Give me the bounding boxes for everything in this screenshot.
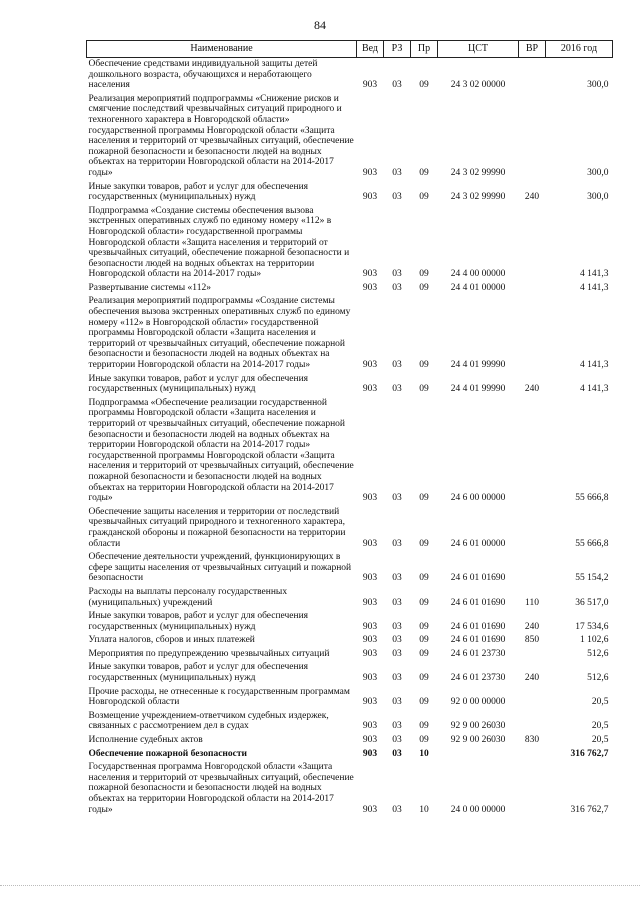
header-ved: Вед: [357, 41, 384, 58]
row-name: Расходы на выплаты персоналу государственных (муниципальных) учреждений: [88, 586, 288, 608]
row-pr: 09: [419, 493, 429, 504]
row-cst: 24 6 01 23730: [450, 648, 506, 659]
row-name: Иные закупки товаров, работ и услуг для обеспечения государственных (муниципальных) нужд: [88, 373, 309, 395]
row-amount: 4 141,3: [580, 282, 609, 293]
row-ved: 903: [362, 80, 378, 91]
header-name: Наименование: [87, 41, 357, 58]
row-rz: 03: [392, 673, 402, 684]
row-cst: 24 6 01 01690: [450, 621, 506, 632]
header-year: 2016 год: [546, 41, 613, 58]
row-rz: 03: [392, 804, 402, 815]
row-pr: 09: [419, 384, 429, 395]
table-row: [87, 373, 613, 397]
row-ved: 903: [362, 721, 378, 732]
row-rz: 03: [392, 635, 402, 646]
row-pr: 09: [419, 538, 429, 549]
row-vr: 830: [524, 735, 540, 746]
table-row: [87, 748, 613, 762]
row-rz: 03: [392, 621, 402, 632]
row-pr: 09: [419, 721, 429, 732]
row-ved: 903: [362, 269, 378, 280]
row-cst: [438, 748, 519, 762]
row-amount: 55 154,2: [575, 573, 609, 584]
row-cst: 24 3 02 00000: [450, 80, 506, 91]
budget-table: [86, 40, 613, 817]
row-amount: 300,0: [587, 167, 609, 178]
row-vr: 240: [524, 673, 540, 684]
table-row: [87, 710, 613, 734]
row-amount: 17 534,6: [575, 621, 609, 632]
row-ved: 903: [362, 735, 378, 746]
row-vr: [519, 710, 546, 734]
table-row: [87, 686, 613, 710]
row-vr: [519, 551, 546, 586]
row-vr: 850: [524, 635, 540, 646]
row-amount: 4 141,3: [580, 360, 609, 371]
row-pr: 09: [419, 635, 429, 646]
row-rz: 03: [392, 721, 402, 732]
row-ved: 903: [362, 597, 378, 608]
row-vr: [519, 295, 546, 372]
row-rz: 03: [392, 573, 402, 584]
row-name: Обеспечение пожарной безопасности: [88, 748, 247, 759]
row-vr: [519, 506, 546, 551]
row-amount: 300,0: [587, 192, 609, 203]
row-ved: 903: [362, 573, 378, 584]
row-pr: 09: [419, 360, 429, 371]
row-cst: 24 4 01 99990: [450, 360, 506, 371]
row-name: Реализация мероприятий подпрограммы «Снижение рисков и смягчение последствий чрезвычайных ситуаций природного и техногенного характера в Новгородской области» государственной программы Новгородской области «Защита населения и территорий от чрезвычайных ситуаций, обеспечение пожарной безопасности и безопасности людей на водных объектах на территории Новгородской области на 2014-2017 годы»: [88, 93, 354, 178]
row-name: Развертывание системы «112»: [88, 282, 211, 293]
table-row: [87, 610, 613, 634]
row-vr: [519, 748, 546, 762]
row-ved: 903: [362, 635, 378, 646]
row-pr: 09: [419, 269, 429, 280]
row-amount: 4 141,3: [580, 384, 609, 395]
table-row: [87, 205, 613, 282]
row-rz: 03: [392, 493, 402, 504]
row-name: Возмещение учреждением-ответчиком судебных издержек, связанных с рассмотрением дел в судах: [88, 710, 329, 732]
row-ved: 903: [362, 697, 378, 708]
row-ved: 903: [362, 192, 378, 203]
row-ved: 903: [362, 804, 378, 815]
row-amount: 300,0: [587, 80, 609, 91]
row-rz: 03: [392, 282, 402, 293]
row-cst: 24 6 01 23730: [450, 673, 506, 684]
row-amount: 36 517,0: [575, 597, 609, 608]
row-pr: 09: [419, 573, 429, 584]
row-pr: 10: [419, 748, 429, 759]
row-pr: 09: [419, 80, 429, 91]
row-ved: 903: [362, 493, 378, 504]
row-amount: 55 666,8: [575, 538, 609, 549]
header-cst: ЦСТ: [438, 41, 519, 58]
row-pr: 09: [419, 597, 429, 608]
header-rz: РЗ: [384, 41, 411, 58]
table-row: [87, 661, 613, 685]
row-cst: 24 6 01 00000: [450, 538, 506, 549]
header-vr: ВР: [519, 41, 546, 58]
row-vr: 110: [525, 597, 539, 608]
row-vr: 240: [524, 621, 540, 632]
row-name: Подпрограмма «Обеспечение реализации государственной программы Новгородской области «Защита населения и территорий от чрезвычайных ситуаций, обеспечение пожарной безопасности и безопасности людей на водных объектах на территории Новгородской области на 2014-2017 годы» государственной программы Новгородской области «Защита населения и территорий от чрезвычайных ситуаций, обеспечение пожарной безопасности и безопасности людей на водных объектах на территории Новгородской области на 2014-2017 годы»: [88, 397, 354, 504]
row-ved: 903: [362, 384, 378, 395]
row-ved: 903: [362, 648, 378, 659]
page-number: 84: [314, 18, 326, 32]
row-name: Иные закупки товаров, работ и услуг для обеспечения государственных (муниципальных) нужд: [88, 611, 309, 632]
row-pr: 09: [419, 673, 429, 684]
row-name: Обеспечение защиты населения и территории от последствий чрезвычайных ситуаций природного и техногенного характера, гражданской обороны и пожарной безопасности на территории области: [88, 506, 346, 549]
row-vr: [519, 686, 546, 710]
row-pr: 09: [419, 167, 429, 178]
row-amount: 512,6: [587, 673, 609, 684]
table-row: [87, 586, 613, 610]
row-rz: 03: [392, 538, 402, 549]
row-ved: 903: [362, 673, 378, 684]
row-ved: 903: [362, 621, 378, 632]
row-pr: 10: [419, 804, 429, 815]
table-row: [87, 734, 613, 748]
table-row: [87, 282, 613, 296]
row-vr: [519, 58, 546, 93]
row-rz: 03: [392, 167, 402, 178]
table-row: [87, 181, 613, 205]
row-pr: 09: [419, 735, 429, 746]
row-pr: 09: [419, 697, 429, 708]
table-row: [87, 397, 613, 506]
row-vr: [519, 397, 546, 506]
row-name: Иные закупки товаров, работ и услуг для обеспечения государственных (муниципальных) нужд: [88, 181, 309, 203]
row-cst: 24 6 01 01690: [450, 573, 506, 584]
row-amount: 316 762,7: [570, 748, 609, 759]
row-name: Государственная программа Новгородской области «Защита населения и территорий от чрезвычайных ситуаций, обеспечение пожарной безопасности и безопасности людей на водных объектах на территории Новгородской области на 2014-2017 годы»: [88, 762, 354, 815]
row-cst: 92 9 00 26030: [450, 735, 506, 746]
row-rz: 03: [392, 597, 402, 608]
row-pr: 09: [419, 192, 429, 203]
row-ved: 903: [362, 748, 378, 759]
row-rz: 03: [392, 360, 402, 371]
row-cst: 92 9 00 26030: [450, 721, 506, 732]
row-vr: [519, 205, 546, 282]
row-rz: 03: [392, 269, 402, 280]
row-name: Уплата налогов, сборов и иных платежей: [88, 635, 255, 646]
table-row: [87, 761, 613, 817]
table-body: [87, 58, 613, 818]
row-ved: 903: [362, 360, 378, 371]
row-amount: 55 666,8: [575, 493, 609, 504]
row-cst: 24 6 00 00000: [450, 493, 506, 504]
row-cst: 24 3 02 99990: [450, 167, 506, 178]
row-cst: 24 4 01 00000: [450, 282, 506, 293]
row-cst: 24 4 00 00000: [450, 269, 506, 280]
row-amount: 20,5: [591, 721, 609, 732]
row-amount: 4 141,3: [580, 269, 609, 280]
header-pr: Пр: [411, 41, 438, 58]
row-cst: 24 6 01 01690: [450, 635, 506, 646]
row-amount: 20,5: [591, 735, 609, 746]
table-row: [87, 58, 613, 93]
table-row: [87, 551, 613, 586]
row-vr: [519, 93, 546, 181]
row-rz: 03: [392, 384, 402, 395]
row-name: Исполнение судебных актов: [88, 735, 203, 746]
row-name: Мероприятия по предупреждению чрезвычайных ситуаций: [88, 648, 330, 659]
row-name: Обеспечение средствами индивидуальной защиты детей дошкольного возраста, обучающихся и неработающего населения: [88, 59, 318, 91]
row-rz: 03: [392, 735, 402, 746]
row-cst: 92 0 00 00000: [450, 697, 506, 708]
row-ved: 903: [362, 282, 378, 293]
table-row: [87, 648, 613, 662]
row-name: Реализация мероприятий подпрограммы «Создание системы обеспечения вызова экстренных оперативных служб по единому номеру «112» в Новгородской области» государственной программы Новгородской области «Защита населения и территорий от чрезвычайных ситуаций, обеспечение пожарной безопасности и безопасности людей на водных объектах на территории Новгородской области на 2014-2017 годы»: [88, 296, 351, 371]
row-vr: [519, 761, 546, 817]
row-rz: 03: [392, 648, 402, 659]
row-vr: 240: [524, 384, 540, 395]
row-name: Обеспечение деятельности учреждений, функционирующих в сфере защиты населения от чрезвычайных ситуаций и пожарной безопасности: [88, 552, 352, 584]
row-amount: 512,6: [587, 648, 609, 659]
row-rz: 03: [392, 748, 402, 759]
table-row: [87, 634, 613, 648]
table-row: [87, 295, 613, 372]
row-pr: 09: [419, 621, 429, 632]
row-ved: 903: [362, 167, 378, 178]
row-ved: 903: [362, 538, 378, 549]
scan-edge-divider: [0, 885, 640, 888]
row-pr: 09: [419, 648, 429, 659]
row-name: Прочие расходы, не отнесенные к государственным программам Новгородской области: [88, 686, 350, 708]
row-cst: 24 0 00 00000: [450, 804, 506, 815]
row-rz: 03: [392, 697, 402, 708]
row-name: Иные закупки товаров, работ и услуг для обеспечения государственных (муниципальных) нужд: [88, 662, 309, 684]
row-vr: [519, 648, 546, 662]
row-vr: 240: [524, 192, 540, 203]
row-rz: 03: [392, 192, 402, 203]
row-cst: 24 6 01 01690: [450, 597, 506, 608]
row-name: Подпрограмма «Создание системы обеспечения вызова экстренных оперативных служб по единому номеру «112» в Новгородской области» государственной программы Новгородской области «Защита населения и территорий от чрезвычайных ситуаций, обеспечение пожарной безопасности и безопасности людей на водных объектах на территории Новгородской области на 2014-2017 годы»: [88, 205, 350, 280]
row-amount: 20,5: [591, 697, 609, 708]
table-header-row: [87, 41, 613, 58]
table-row: [87, 93, 613, 181]
row-amount: 316 762,7: [570, 804, 609, 815]
row-cst: 24 4 01 99990: [450, 384, 506, 395]
row-pr: 09: [419, 282, 429, 293]
row-rz: 03: [392, 80, 402, 91]
row-cst: 24 3 02 99990: [450, 192, 506, 203]
row-amount: 1 102,6: [580, 635, 609, 646]
row-vr: [519, 282, 546, 296]
table-row: [87, 506, 613, 551]
